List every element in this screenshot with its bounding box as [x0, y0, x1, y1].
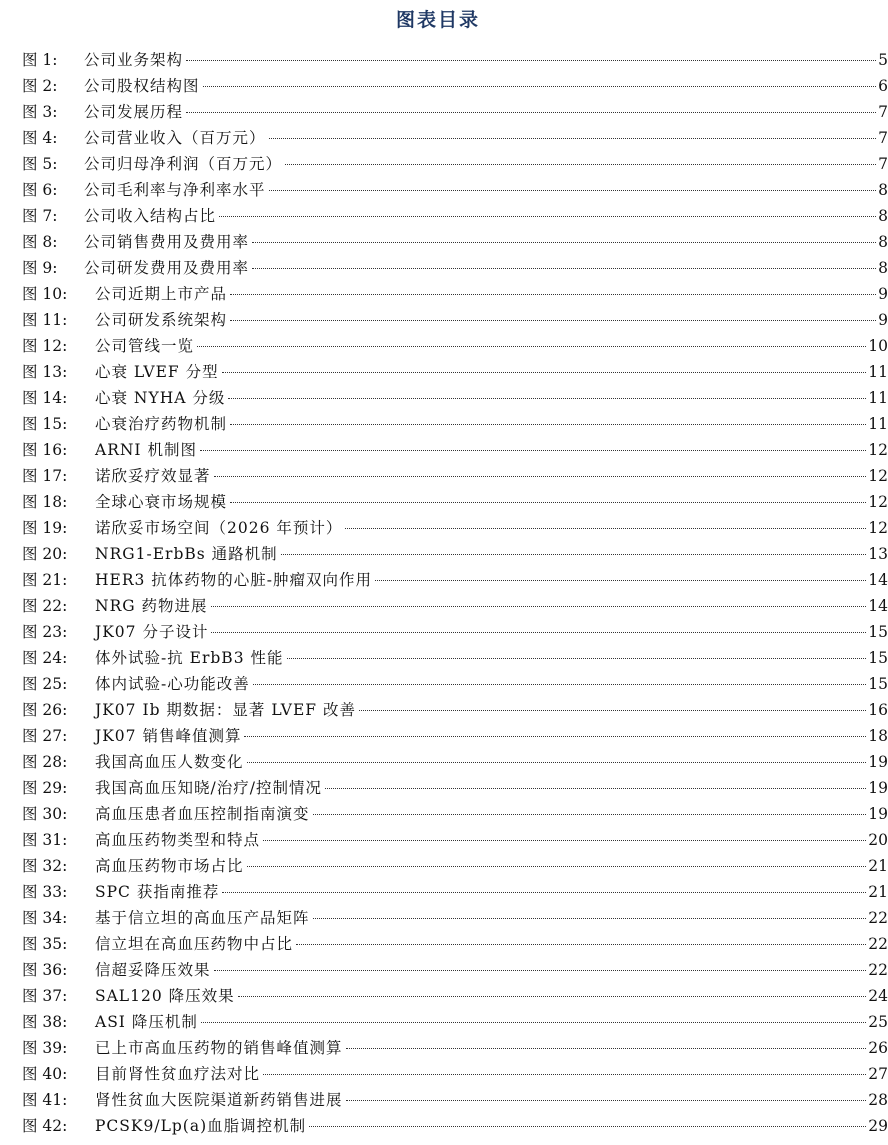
figure-title[interactable]: ARNI 机制图: [95, 441, 197, 459]
dot-leader: [214, 970, 867, 971]
figure-toc-list: [22, 47, 888, 1139]
figure-label: 图 33:: [22, 883, 68, 901]
toc-entry[interactable]: [22, 1009, 888, 1035]
page-number: 15: [868, 649, 888, 667]
dot-leader: [197, 346, 866, 347]
figure-label: 图 41:: [22, 1091, 68, 1109]
page-number: 19: [868, 753, 888, 771]
page-number: 22: [868, 935, 888, 953]
toc-entry[interactable]: [22, 645, 888, 671]
dot-leader: [281, 554, 867, 555]
toc-entry[interactable]: [22, 957, 888, 983]
figure-title[interactable]: 我国高血压知晓/治疗/控制情况: [95, 779, 322, 797]
figure-title[interactable]: ASI 降压机制: [95, 1013, 198, 1031]
figure-title[interactable]: SAL120 降压效果: [95, 987, 235, 1005]
figure-title[interactable]: 公司发展历程: [84, 103, 184, 121]
figure-title[interactable]: 信超妥降压效果: [95, 961, 211, 979]
page-number: 29: [868, 1117, 888, 1135]
toc-entry[interactable]: [22, 1113, 888, 1139]
figure-title[interactable]: 诺欣妥市场空间（2026 年预计）: [95, 519, 343, 537]
dot-leader: [238, 996, 867, 997]
page-number: 7: [878, 129, 888, 147]
figure-title[interactable]: 公司管线一览: [95, 337, 195, 355]
page-number: 7: [878, 103, 888, 121]
toc-entry[interactable]: [22, 281, 888, 307]
toc-entry[interactable]: [22, 931, 888, 957]
dot-leader: [228, 398, 866, 399]
toc-entry[interactable]: [22, 489, 888, 515]
dot-leader: [219, 216, 876, 217]
page-number: 19: [868, 805, 888, 823]
figure-title[interactable]: HER3 抗体药物的心脏-肿瘤双向作用: [95, 571, 373, 589]
dot-leader: [263, 840, 866, 841]
dot-leader: [244, 736, 866, 737]
figure-label: 图 35:: [22, 935, 68, 953]
figure-label: 图 40:: [22, 1065, 68, 1083]
dot-leader: [200, 450, 866, 451]
dot-leader: [211, 606, 867, 607]
dot-leader: [214, 476, 867, 477]
toc-entry[interactable]: [22, 359, 888, 385]
toc-entry[interactable]: [22, 307, 888, 333]
figure-title[interactable]: 目前肾性贫血疗法对比: [95, 1065, 261, 1083]
toc-entry[interactable]: [22, 593, 888, 619]
page-number: 9: [878, 311, 888, 329]
dot-leader: [285, 164, 876, 165]
figure-label: 图 10:: [22, 285, 68, 303]
figure-label: 图 4:: [22, 129, 58, 147]
figure-label: 图 38:: [22, 1013, 68, 1031]
page-number: 12: [868, 519, 888, 537]
dot-leader: [230, 502, 866, 503]
dot-leader: [346, 1048, 867, 1049]
dot-leader: [269, 190, 877, 191]
dot-leader: [253, 684, 867, 685]
figure-label: 图 2:: [22, 77, 58, 95]
figure-label: 图 23:: [22, 623, 68, 641]
figure-label: 图 3:: [22, 103, 58, 121]
page-number: 21: [868, 857, 888, 875]
toc-entry[interactable]: [22, 1035, 888, 1061]
dot-leader: [230, 294, 876, 295]
toc-entry[interactable]: [22, 125, 888, 151]
figure-label: 图 5:: [22, 155, 58, 173]
figure-label: 图 39:: [22, 1039, 68, 1057]
figure-label: 图 16:: [22, 441, 68, 459]
figure-label: 图 29:: [22, 779, 68, 797]
figure-label: 图 19:: [22, 519, 68, 537]
figure-label: 图 30:: [22, 805, 68, 823]
page-number: 13: [868, 545, 888, 563]
page-number: 18: [868, 727, 888, 745]
toc-entry[interactable]: [22, 697, 888, 723]
figure-title[interactable]: 高血压药物类型和特点: [95, 831, 261, 849]
dot-leader: [186, 112, 876, 113]
figure-title[interactable]: PCSK9/Lp(a)血脂调控机制: [95, 1117, 307, 1135]
figure-title[interactable]: 公司研发费用及费用率: [84, 259, 250, 277]
dot-leader: [287, 658, 867, 659]
toc-entry[interactable]: [22, 749, 888, 775]
figure-title[interactable]: 心衰 NYHA 分级: [95, 389, 226, 407]
page-number: 28: [868, 1091, 888, 1109]
toc-entry[interactable]: [22, 99, 888, 125]
figure-label: 图 25:: [22, 675, 68, 693]
figure-label: 图 9:: [22, 259, 58, 277]
toc-entry[interactable]: [22, 801, 888, 827]
dot-leader: [201, 1022, 866, 1023]
page-number: 15: [868, 623, 888, 641]
dot-leader: [359, 710, 866, 711]
figure-label: 图 20:: [22, 545, 68, 563]
page-title: 图表目录: [395, 9, 480, 31]
figure-title[interactable]: 公司业务架构: [84, 51, 184, 69]
dot-leader: [222, 892, 866, 893]
page-number: 19: [868, 779, 888, 797]
figure-label: 图 32:: [22, 857, 68, 875]
figure-label: 图 14:: [22, 389, 68, 407]
page-number: 11: [868, 389, 888, 407]
figure-title[interactable]: JK07 分子设计: [95, 623, 209, 641]
figure-label: 图 26:: [22, 701, 68, 719]
figure-title[interactable]: 我国高血压人数变化: [95, 753, 244, 771]
toc-entry[interactable]: [22, 463, 888, 489]
page-number: 10: [868, 337, 888, 355]
toc-entry[interactable]: [22, 177, 888, 203]
page-number: 22: [868, 961, 888, 979]
figure-label: 图 42:: [22, 1117, 68, 1135]
toc-entry[interactable]: [22, 229, 888, 255]
toc-entry[interactable]: [22, 853, 888, 879]
dot-leader: [309, 1126, 866, 1127]
page-number: 22: [868, 909, 888, 927]
dot-leader: [263, 1074, 866, 1075]
page-number: 24: [868, 987, 888, 1005]
toc-entry[interactable]: [22, 411, 888, 437]
toc-entry[interactable]: [22, 255, 888, 281]
dot-leader: [247, 866, 867, 867]
figure-title[interactable]: 高血压患者血压控制指南演变: [95, 805, 310, 823]
dot-leader: [313, 814, 867, 815]
figure-label: 图 15:: [22, 415, 68, 433]
toc-entry[interactable]: [22, 437, 888, 463]
dot-leader: [345, 528, 866, 529]
toc-entry[interactable]: [22, 541, 888, 567]
dot-leader: [252, 242, 876, 243]
page-number: 11: [868, 415, 888, 433]
dot-leader: [203, 86, 877, 87]
figure-title[interactable]: 体内试验-心功能改善: [95, 675, 250, 693]
figure-title[interactable]: 公司股权结构图: [84, 77, 200, 95]
dot-leader: [313, 918, 867, 919]
page-number: 8: [878, 259, 888, 277]
figure-label: 图 6:: [22, 181, 58, 199]
figure-label: 图 24:: [22, 649, 68, 667]
figure-title[interactable]: 公司毛利率与净利率水平: [84, 181, 266, 199]
figure-title[interactable]: NRG1-ErbBs 通路机制: [95, 545, 278, 563]
toc-entry[interactable]: [22, 203, 888, 229]
page-number: 11: [868, 363, 888, 381]
figure-title[interactable]: 心衰治疗药物机制: [95, 415, 228, 433]
figure-title[interactable]: JK07 销售峰值测算: [95, 727, 242, 745]
figure-label: 图 28:: [22, 753, 68, 771]
figure-title[interactable]: 肾性贫血大医院渠道新药销售进展: [95, 1091, 343, 1109]
toc-entry[interactable]: [22, 47, 888, 73]
figure-title[interactable]: 公司研发系统架构: [95, 311, 228, 329]
figure-title[interactable]: 高血压药物市场占比: [95, 857, 244, 875]
page-number: 14: [868, 571, 888, 589]
figure-label: 图 8:: [22, 233, 58, 251]
toc-entry[interactable]: [22, 515, 888, 541]
figure-title[interactable]: NRG 药物进展: [95, 597, 208, 615]
page-number: 12: [868, 441, 888, 459]
page-number: 12: [868, 493, 888, 511]
page-number: 6: [878, 77, 888, 95]
figure-label: 图 11:: [22, 311, 68, 329]
figure-title[interactable]: SPC 获指南推荐: [95, 883, 220, 901]
page-number: 12: [868, 467, 888, 485]
figure-label: 图 17:: [22, 467, 68, 485]
figure-title[interactable]: 公司营业收入（百万元）: [84, 129, 266, 147]
toc-entry[interactable]: [22, 1087, 888, 1113]
toc-entry[interactable]: [22, 619, 888, 645]
page-number: 8: [878, 181, 888, 199]
figure-title[interactable]: 体外试验-抗 ErbB3 性能: [95, 649, 284, 667]
dot-leader: [375, 580, 866, 581]
figure-label: 图 12:: [22, 337, 68, 355]
figure-title[interactable]: 已上市高血压药物的销售峰值测算: [95, 1039, 343, 1057]
toc-entry[interactable]: [22, 905, 888, 931]
figure-title[interactable]: 信立坦在高血压药物中占比: [95, 935, 294, 953]
figure-label: 图 22:: [22, 597, 68, 615]
page-number: 16: [868, 701, 888, 719]
toc-entry[interactable]: [22, 983, 888, 1009]
dot-leader: [247, 762, 867, 763]
toc-entry[interactable]: [22, 827, 888, 853]
page-number: 8: [878, 207, 888, 225]
figure-label: 图 27:: [22, 727, 68, 745]
dot-leader: [230, 320, 876, 321]
toc-entry[interactable]: [22, 73, 888, 99]
figure-label: 图 18:: [22, 493, 68, 511]
figure-label: 图 13:: [22, 363, 68, 381]
dot-leader: [222, 372, 867, 373]
page-number: 26: [868, 1039, 888, 1057]
dot-leader: [346, 1100, 867, 1101]
dot-leader: [252, 268, 876, 269]
figure-title[interactable]: 公司收入结构占比: [84, 207, 217, 225]
toc-entry[interactable]: [22, 333, 888, 359]
figure-title[interactable]: 心衰 LVEF 分型: [95, 363, 219, 381]
figure-title[interactable]: 全球心衰市场规模: [95, 493, 228, 511]
page-number: 15: [868, 675, 888, 693]
toc-entry[interactable]: [22, 151, 888, 177]
toc-entry[interactable]: [22, 567, 888, 593]
page-number: 5: [878, 51, 888, 69]
figure-title[interactable]: 诺欣妥疗效显著: [95, 467, 211, 485]
page-number: 7: [878, 155, 888, 173]
figure-label: 图 34:: [22, 909, 68, 927]
page-number: 25: [868, 1013, 888, 1031]
toc-entry[interactable]: [22, 1061, 888, 1087]
page-number: 8: [878, 233, 888, 251]
toc-entry[interactable]: [22, 879, 888, 905]
figure-title[interactable]: 公司归母净利润（百万元）: [84, 155, 283, 173]
page-number: 9: [878, 285, 888, 303]
figure-label: 图 37:: [22, 987, 68, 1005]
figure-label: 图 1:: [22, 51, 58, 69]
dot-leader: [186, 60, 876, 61]
toc-entry[interactable]: [22, 671, 888, 697]
page-number: 20: [868, 831, 888, 849]
toc-entry[interactable]: [22, 723, 888, 749]
dot-leader: [230, 424, 866, 425]
figure-label: 图 36:: [22, 961, 68, 979]
figure-title[interactable]: 公司销售费用及费用率: [84, 233, 250, 251]
dot-leader: [211, 632, 866, 633]
dot-leader: [269, 138, 877, 139]
figure-label: 图 21:: [22, 571, 68, 589]
dot-leader: [325, 788, 866, 789]
dot-leader: [296, 944, 866, 945]
page-number: 21: [868, 883, 888, 901]
page-number: 27: [868, 1065, 888, 1083]
figure-title[interactable]: 基于信立坦的高血压产品矩阵: [95, 909, 310, 927]
figure-label: 图 31:: [22, 831, 68, 849]
figure-title[interactable]: 公司近期上市产品: [95, 285, 228, 303]
page-number: 14: [868, 597, 888, 615]
figure-label: 图 7:: [22, 207, 58, 225]
figure-title[interactable]: JK07 Ib 期数据：显著 LVEF 改善: [95, 701, 356, 719]
toc-entry[interactable]: [22, 385, 888, 411]
toc-entry[interactable]: [22, 775, 888, 801]
